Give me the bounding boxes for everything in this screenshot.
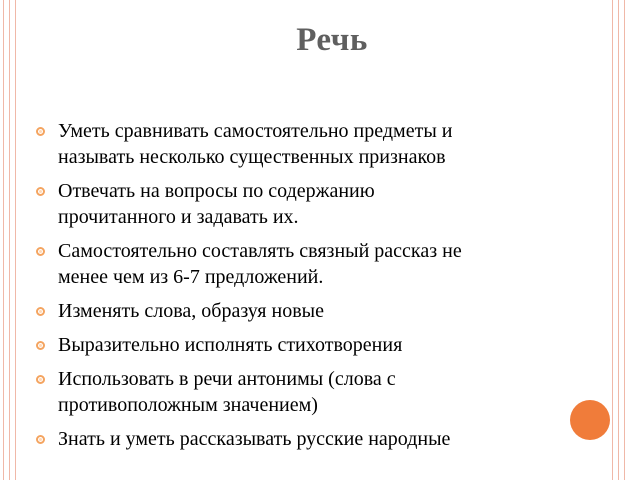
bullet-line: Уметь сравнивать самостоятельно предметы и	[58, 120, 453, 142]
left-decor-line	[15, 0, 16, 480]
left-decor-line	[9, 0, 10, 480]
bullet-circle-icon	[36, 247, 45, 256]
bullet-list	[58, 118, 578, 460]
bullet-item	[58, 366, 578, 418]
bullet-line: Изменять слова, образуя новые	[58, 300, 324, 322]
bullet-line: прочитанного и задавать их.	[58, 206, 299, 228]
bullet-circle-icon	[36, 375, 45, 384]
bullet-circle-icon	[36, 187, 45, 196]
left-decor-line	[3, 0, 4, 480]
bullet-line: Использовать в речи антонимы (слова с	[58, 368, 396, 390]
bullet-line: противоположным значением)	[58, 394, 318, 416]
bullet-item	[58, 178, 578, 230]
slide-title-text: Речь	[296, 22, 368, 58]
bullet-circle-icon	[36, 341, 45, 350]
bullet-item	[58, 238, 578, 290]
bullet-line: менее чем из 6-7 предложений.	[58, 266, 324, 288]
right-decor-line	[618, 0, 619, 480]
bullet-line: Отвечать на вопросы по содержанию	[58, 180, 375, 202]
bullet-circle-icon	[36, 307, 45, 316]
slide-title	[0, 22, 640, 59]
bullet-line: Выразительно исполнять стихотворения	[58, 334, 403, 356]
bullet-item	[58, 118, 578, 170]
right-decor-line	[624, 0, 625, 480]
bullet-item	[58, 426, 578, 452]
bullet-line: Самостоятельно составлять связный рассказ не	[58, 240, 462, 262]
bullet-item	[58, 332, 578, 358]
bullet-circle-icon	[36, 127, 45, 136]
bullet-line: Знать и уметь рассказывать русские народные	[58, 428, 451, 450]
accent-circle-icon	[570, 400, 610, 440]
bullet-item	[58, 298, 578, 324]
bullet-circle-icon	[36, 435, 45, 444]
bullet-line: называть несколько существенных признаков	[58, 146, 446, 168]
right-decor-line	[612, 0, 613, 480]
